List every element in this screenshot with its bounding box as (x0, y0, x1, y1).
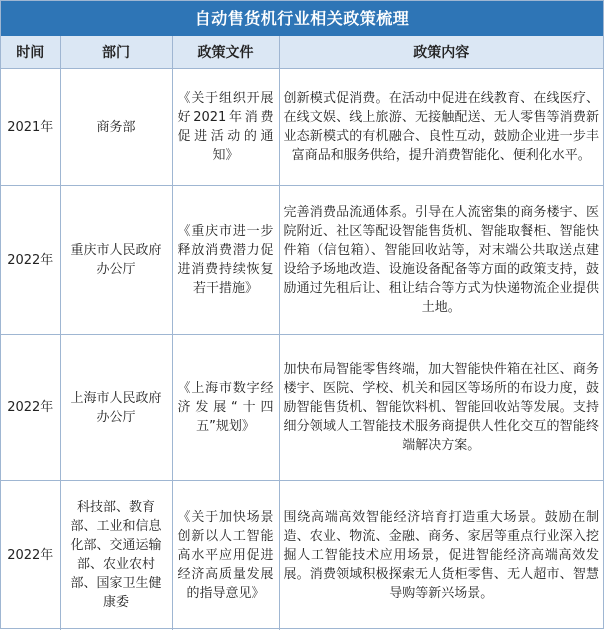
row-document: 《重庆市进一步释放消费潜力促进消费持续恢复若干措施》 (172, 186, 279, 335)
row-document: 《关于组织开展好2021年消费促进活动的通知》 (172, 69, 279, 186)
table-row (1, 335, 603, 481)
row-department: 重庆市人民政府办公厅 (60, 186, 172, 335)
header-row (1, 36, 603, 69)
row-content: 创新模式促消费。在活动中促进在线教育、在线医疗、在线文娱、线上旅游、无接触配送、无人零售等消费新业态新模式的有机融合、良性互动，鼓励企业进一步丰富商品和服务供给，提升消费智能化、便利化水平。 (279, 69, 603, 186)
table-row (1, 481, 603, 630)
row-department: 科技部、教育部、工业和信息化部、交通运输部、农业农村部、国家卫生健康委 (60, 481, 172, 630)
header-content: 政策内容 (279, 36, 603, 69)
row-year: 2022年 (1, 335, 60, 481)
table-title: 自动售货机行业相关政策梳理 (1, 1, 603, 36)
policy-table (1, 36, 603, 630)
row-department: 商务部 (60, 69, 172, 186)
header-time: 时间 (1, 36, 60, 69)
row-department: 上海市人民政府办公厅 (60, 335, 172, 481)
row-year: 2022年 (1, 186, 60, 335)
header-department: 部门 (60, 36, 172, 69)
table-row (1, 69, 603, 186)
row-year: 2022年 (1, 481, 60, 630)
row-document: 《上海市数字经济发展“十四五”规划》 (172, 335, 279, 481)
row-content: 围绕高端高效智能经济培育打造重大场景。鼓励在制造、农业、物流、金融、商务、家居等重点行业深入挖掘人工智能技术应用场景，促进智能经济高端高效发展。消费领域积极探索无人货柜零售、无人超市、智慧导购等新兴场景。 (279, 481, 603, 630)
row-year: 2021年 (1, 69, 60, 186)
row-content: 完善消费品流通体系。引导在人流密集的商务楼宇、医院附近、社区等配设智能售货机、智能取餐柜、智能快件箱（信包箱）、智能回收站等，对末端公共取送点建设给予场地改造、设施设备配备等方面的政策支持，鼓励通过先租后让、租让结合等方式为快递物流企业提供土地。 (279, 186, 603, 335)
row-document: 《关于加快场景创新以人工智能高水平应用促进经济高质量发展的指导意见》 (172, 481, 279, 630)
row-content: 加快布局智能零售终端，加大智能快件箱在社区、商务楼宇、医院、学校、机关和园区等场所的布设力度，鼓励智能售货机、智能饮料机、智能回收站等发展。支持细分领域人工智能技术服务商提供人性化交互的智能终端解决方案。 (279, 335, 603, 481)
header-document: 政策文件 (172, 36, 279, 69)
table-row (1, 186, 603, 335)
